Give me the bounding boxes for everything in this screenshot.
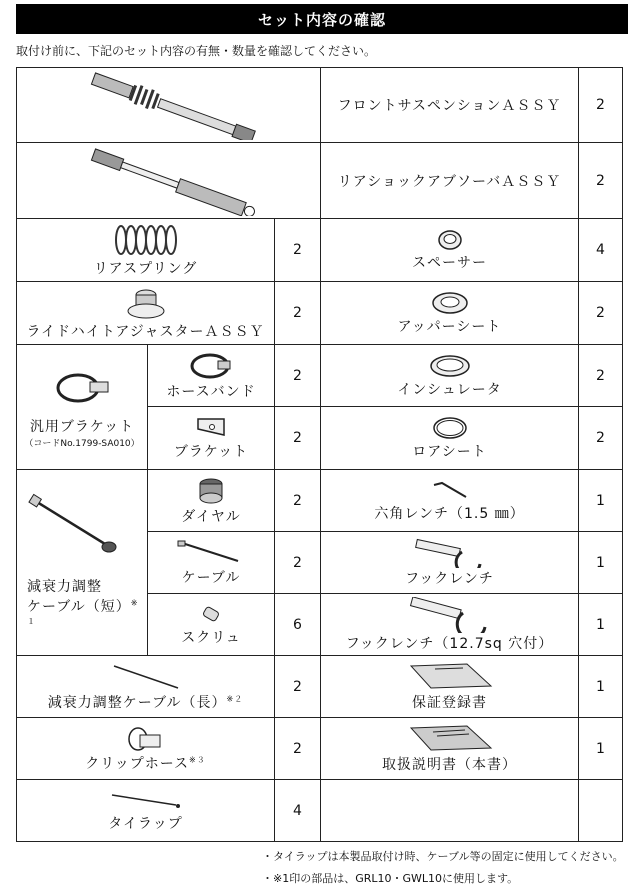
bracket-illustration <box>194 415 228 441</box>
rear-shock-illustration <box>19 146 319 216</box>
upper-seat-name: アッパーシート <box>397 319 502 335</box>
warranty-qty: 1 <box>579 656 623 718</box>
footnote-2: ・※1印の部品は、GRL10・GWL10に使用します。 <box>262 872 519 885</box>
hook-wrench-hole-name: フックレンチ（12.7sq 穴付） <box>345 635 554 652</box>
ride-height-adjuster-qty: 2 <box>275 282 321 345</box>
cable-illustration <box>176 539 246 567</box>
damping-cable-long-cell <box>17 656 275 718</box>
insulator-cell <box>321 345 579 407</box>
hook-wrench-name: フックレンチ <box>405 570 494 587</box>
general-bracket-cell <box>17 345 148 470</box>
lower-seat-name: ロアシート <box>412 444 487 460</box>
hook-wrench-cell <box>321 532 579 594</box>
cable-cell <box>148 532 275 594</box>
damping-cable-short-name-line2: ケーブル（短） <box>27 598 131 615</box>
upper-seat-illustration <box>430 290 470 316</box>
rear-shock-qty: 2 <box>579 143 623 219</box>
hex-wrench-qty: 1 <box>579 470 623 532</box>
ride-height-adjuster-illustration <box>124 285 168 321</box>
footnote-1: ・タイラップは本製品取付け時、ケーブル等の固定に使用してください。 <box>262 850 624 863</box>
hose-band-cell <box>148 345 275 407</box>
bracket-cell <box>148 407 275 470</box>
manual-illustration <box>405 724 495 754</box>
clip-hose-qty: 2 <box>275 718 321 780</box>
table-row <box>17 282 623 345</box>
front-suspension-name-cell <box>321 68 579 143</box>
manual-qty: 1 <box>579 718 623 780</box>
insulator-qty: 2 <box>579 345 623 407</box>
front-suspension-qty: 2 <box>579 68 623 143</box>
rear-spring-qty: 2 <box>275 219 321 282</box>
hook-wrench-illustration <box>410 538 490 568</box>
rear-shock-name-cell <box>321 143 579 219</box>
dial-name: ダイヤル <box>181 508 241 525</box>
damping-cable-long-qty: 2 <box>275 656 321 718</box>
screw-qty: 6 <box>275 594 321 656</box>
hose-band-illustration <box>186 351 236 381</box>
spacer-name: スペーサー <box>412 255 488 271</box>
rear-shock-name: リアショックアブソーバＡＳＳＹ <box>337 173 562 190</box>
parts-table <box>16 67 623 842</box>
rear-spring-name: リアスプリング <box>93 261 198 277</box>
table-row <box>17 219 623 282</box>
footnotes <box>262 846 624 890</box>
section-title <box>16 4 628 34</box>
hose-band-name: ホースバンド <box>166 383 256 400</box>
insulator-name: インシュレータ <box>397 381 502 398</box>
damping-cable-long-illustration <box>106 662 186 692</box>
bracket-qty: 2 <box>275 407 321 470</box>
dial-qty: 2 <box>275 470 321 532</box>
rear-spring-illustration <box>111 222 181 258</box>
damping-cable-short-cell <box>17 470 148 656</box>
screw-name: スクリュ <box>181 629 241 646</box>
bracket-name: ブラケット <box>173 444 249 460</box>
table-row <box>17 345 623 407</box>
general-bracket-illustration <box>52 366 112 406</box>
cable-qty: 2 <box>275 532 321 594</box>
dial-cell <box>148 470 275 532</box>
hex-wrench-illustration <box>430 479 470 503</box>
table-row <box>17 143 623 219</box>
ride-height-adjuster-cell <box>17 282 275 345</box>
dial-illustration <box>194 476 228 506</box>
tie-wrap-qty: 4 <box>275 780 321 842</box>
manual-cell <box>321 718 579 780</box>
tie-wrap-cell <box>17 780 275 842</box>
warranty-name: 保証登録書 <box>412 694 488 711</box>
hex-wrench-cell <box>321 470 579 532</box>
spacer-cell <box>321 219 579 282</box>
lower-seat-cell <box>321 407 579 470</box>
general-bracket-name: 汎用ブラケット <box>29 418 135 435</box>
general-bracket-code: （コードNo.1799-SA010） <box>24 438 140 449</box>
empty-cell <box>321 780 579 842</box>
hex-wrench-name: 六角レンチ（1.5 ㎜） <box>374 505 525 522</box>
clip-hose-illustration <box>126 725 166 753</box>
damping-cable-short-illustration <box>17 492 127 562</box>
rear-shock-image-cell <box>17 143 321 219</box>
screw-illustration <box>196 603 226 627</box>
upper-seat-cell <box>321 282 579 345</box>
rear-spring-cell <box>17 219 275 282</box>
table-row <box>17 68 623 143</box>
clip-hose-cell <box>17 718 275 780</box>
upper-seat-qty: 2 <box>579 282 623 345</box>
hook-wrench-hole-qty: 1 <box>579 594 623 656</box>
hook-wrench-qty: 1 <box>579 532 623 594</box>
damping-cable-short-mark: ※１ <box>27 598 139 626</box>
tie-wrap-name: タイラップ <box>108 815 183 832</box>
lower-seat-qty: 2 <box>579 407 623 470</box>
damping-cable-long-name: 減衰力調整ケーブル（長） <box>47 694 227 711</box>
table-row <box>17 718 623 780</box>
lower-seat-illustration <box>430 415 470 441</box>
intro-text: 取付け前に、下記のセット内容の有無・数量を確認してください。 <box>16 44 377 58</box>
tie-wrap-illustration <box>106 789 186 813</box>
spacer-illustration <box>435 228 465 252</box>
table-row <box>17 656 623 718</box>
hook-wrench-hole-illustration <box>405 597 495 633</box>
damping-cable-long-mark: ※２ <box>226 693 244 703</box>
front-suspension-name: フロントサスペンションＡＳＳＹ <box>337 98 562 114</box>
cable-name: ケーブル <box>181 569 241 586</box>
section-title-text: セット内容の確認 <box>257 10 386 29</box>
hook-wrench-hole-cell <box>321 594 579 656</box>
clip-hose-mark: ※３ <box>189 754 206 764</box>
spacer-qty: 4 <box>579 219 623 282</box>
manual-name: 取扱説明書（本書） <box>382 756 518 773</box>
table-row <box>17 470 623 532</box>
insulator-illustration <box>428 353 472 379</box>
clip-hose-name: クリップホース <box>85 755 190 772</box>
damping-cable-short-name-line1: 減衰力調整 <box>27 578 102 595</box>
hose-band-qty: 2 <box>275 345 321 407</box>
empty-qty-cell <box>579 780 623 842</box>
screw-cell <box>148 594 275 656</box>
ride-height-adjuster-name: ライドハイトアジャスターＡＳＳＹ <box>26 324 265 340</box>
front-suspension-illustration <box>19 70 319 140</box>
warranty-illustration <box>405 662 495 692</box>
warranty-cell <box>321 656 579 718</box>
front-suspension-image-cell <box>17 68 321 143</box>
table-row <box>17 780 623 842</box>
